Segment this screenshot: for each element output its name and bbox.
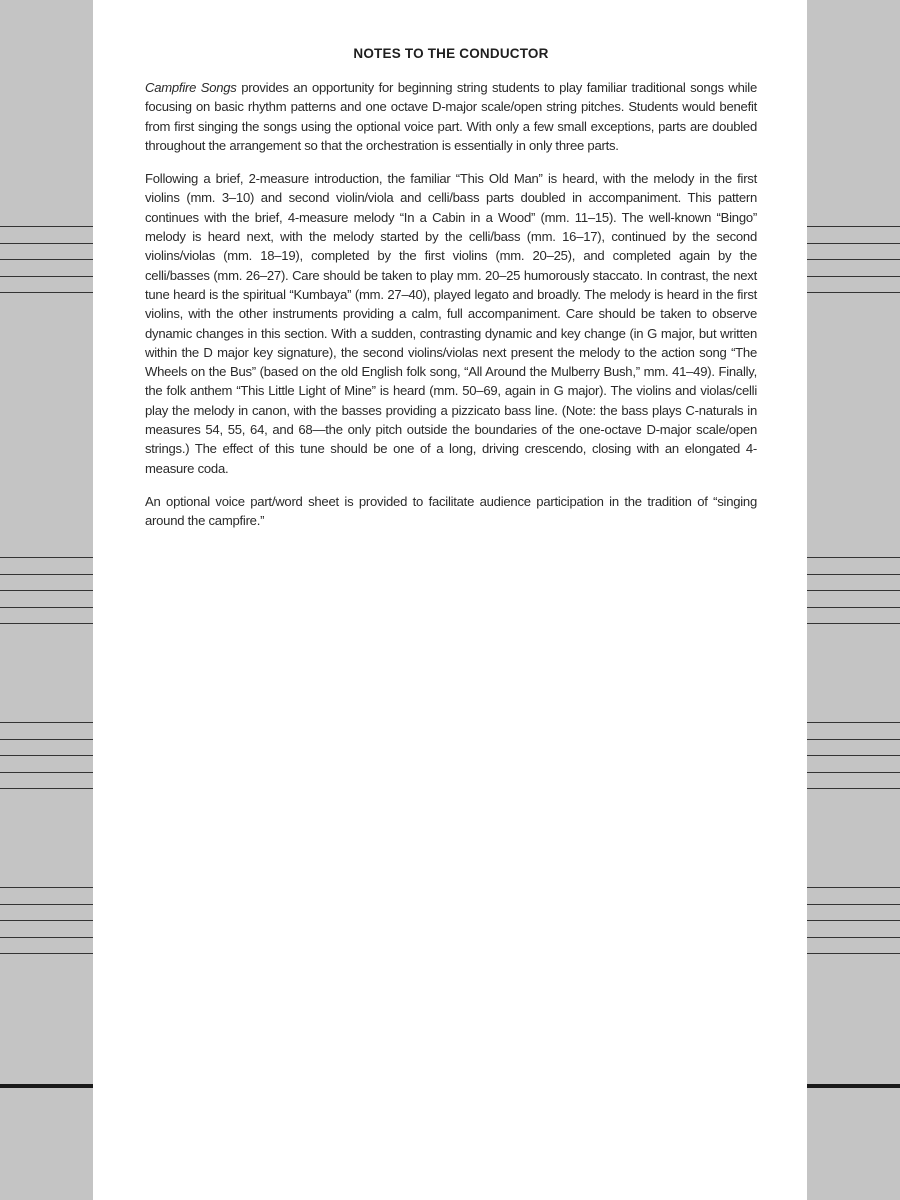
staff-line	[807, 607, 900, 608]
staff-line	[0, 755, 93, 756]
staff-line	[807, 887, 900, 888]
staff-line	[807, 623, 900, 624]
staff-line	[0, 937, 93, 938]
staff-line	[0, 243, 93, 244]
staff-line	[807, 557, 900, 558]
staff-line	[807, 904, 900, 905]
staff-line	[0, 953, 93, 954]
system-bar-line	[0, 1084, 93, 1088]
staff-line	[0, 920, 93, 921]
staff-line	[0, 623, 93, 624]
paragraph-intro-title: Campfire Songs	[145, 80, 237, 95]
paragraph-body: Following a brief, 2-measure introduction, the familiar “This Old Man” is heard, with the melody in the first violins (mm. 3–10) and second violin/viola and celli/bass parts doubled in accompaniment. This pattern continues with the brief, 4-measure melody “In a Cabin in a Wood” (mm. 11–15). The well-known “Bingo” melody is heard next, with the melody started by the celli/bass (mm. 16–17), continued by the second violins/violas (mm. 18–19), completed by the first violins (mm. 20–25), and completed again by the celli/basses (mm. 26–27). Care should be taken to play mm. 20–25 humorously staccato. In contrast, the next tune heard is the spiritual “Kumbaya” (mm. 27–40), played legato and broadly. The melody is heard in the first violins, with the other instruments providing a calm, full accompaniment. Care should be taken to observe dynamic changes in this section. With a sudden, contrasting dynamic and key change (in G major, but written within the D major key signature), the second violins/violas next present the melody to the action song “The Wheels on the Bus” (based on the old English folk song, “All Around the Mulberry Bush,” mm. 41–49). Finally, the folk anthem “This Little Light of Mine” is heard (mm. 50–69, again in G major). The violins and violas/celli play the melody in canon, with the basses providing a pizzicato bass line. (Note: the bass plays C-naturals in measures 54, 55, 64, and 68—the only pitch outside the boundaries of the one-octave D-major scale/open strings.) The effect of this tune should be one of a long, driving crescendo, closing with an elongated 4-measure coda.	[145, 171, 757, 476]
staff-line	[0, 574, 93, 575]
staff-line	[807, 722, 900, 723]
staff-line	[0, 259, 93, 260]
staff-line	[807, 574, 900, 575]
staff-line	[807, 243, 900, 244]
staff-line	[807, 953, 900, 954]
staff-line	[0, 887, 93, 888]
staff-line	[0, 557, 93, 558]
staff-line	[0, 772, 93, 773]
staff-line	[807, 755, 900, 756]
staff-line	[0, 722, 93, 723]
staff-line	[0, 788, 93, 789]
staff-line	[0, 226, 93, 227]
staff-line	[807, 292, 900, 293]
system-bar-line	[807, 1084, 900, 1088]
staff-line	[0, 607, 93, 608]
staff-line	[807, 920, 900, 921]
staff-line	[807, 772, 900, 773]
staff-line	[807, 276, 900, 277]
staff-line	[807, 259, 900, 260]
left-staff-margin	[0, 0, 93, 1200]
page-content	[145, 46, 757, 545]
paragraph-closing: An optional voice part/word sheet is provided to facilitate audience participation in the tradition of “singing around the campfire.”	[145, 493, 757, 529]
staff-line	[0, 590, 93, 591]
staff-line	[807, 739, 900, 740]
staff-line	[0, 739, 93, 740]
staff-line	[807, 937, 900, 938]
right-staff-margin	[807, 0, 900, 1200]
paragraph-intro	[145, 78, 757, 155]
staff-line	[0, 904, 93, 905]
staff-line	[0, 276, 93, 277]
document-page	[93, 0, 807, 1200]
staff-line	[807, 788, 900, 789]
staff-line	[0, 292, 93, 293]
staff-line	[807, 590, 900, 591]
page-title: NOTES TO THE CONDUCTOR	[353, 46, 549, 61]
staff-line	[807, 226, 900, 227]
paragraph-intro-text: provides an opportunity for beginning string students to play familiar traditional songs while focusing on basic rhythm patterns and one octave D-major scale/open string pitches. Students would benefit from first singing the songs using the optional voice part. With only a few small exceptions, parts are doubled throughout the arrangement so that the orchestration is essentially in only three parts.	[145, 80, 757, 153]
